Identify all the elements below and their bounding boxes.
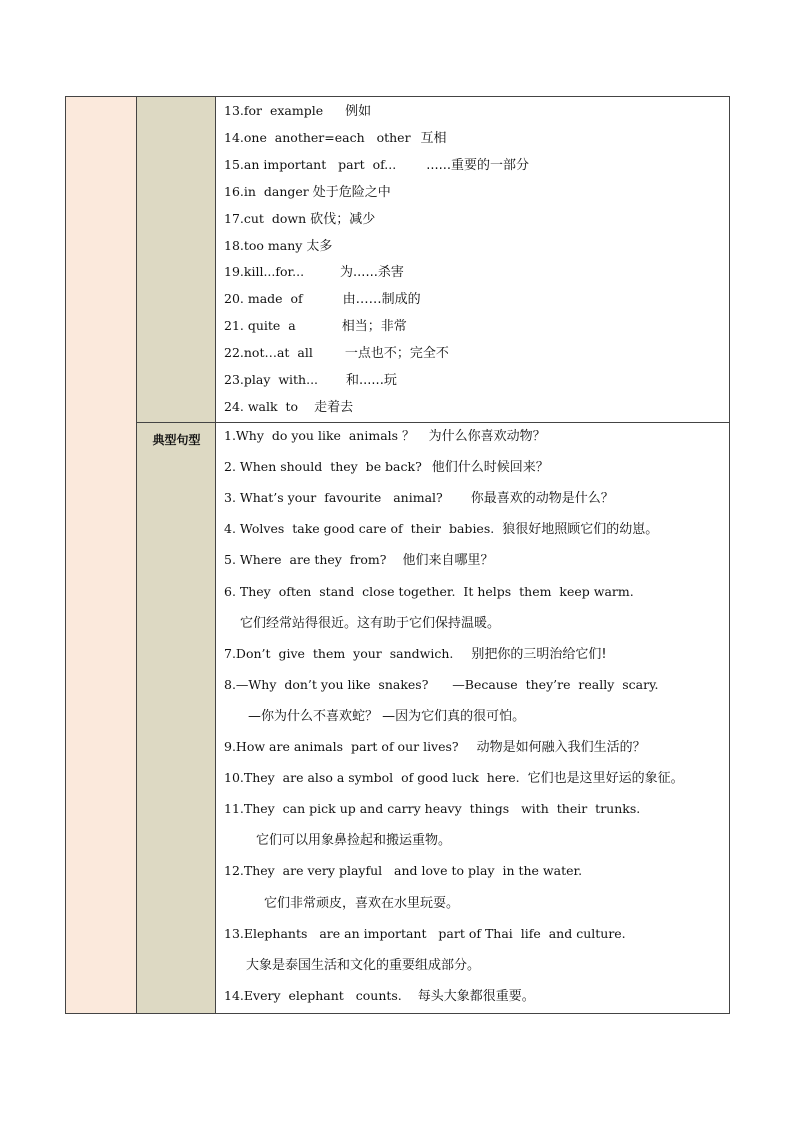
sentence-item-chinese: 它们也是这里好运的象征。 bbox=[527, 771, 684, 787]
sentence-item bbox=[224, 739, 646, 756]
sentence-item-chinese: —你为什么不喜欢蛇？ —因为它们真的很可怕。 bbox=[248, 708, 526, 724]
sentence-item bbox=[224, 459, 549, 476]
category-column bbox=[66, 97, 137, 1013]
sentence-item-chinese: 狼很好地照顾它们的幼崽。 bbox=[502, 522, 659, 538]
phrase-item bbox=[224, 291, 421, 308]
phrase-item-chinese: 互相 bbox=[420, 130, 447, 146]
sentence-item-chinese: 大象是泰国生活和文化的重要组成部分。 bbox=[246, 957, 481, 973]
phrase-item bbox=[224, 184, 391, 201]
sentence-item-english: 9.How are animals part of our lives? bbox=[224, 739, 459, 754]
sentence-item-chinese: 别把你的三明治给它们! bbox=[471, 646, 607, 662]
phrase-item-english: 22.not…at all bbox=[224, 345, 313, 361]
phrase-item-chinese: 处于危险之中 bbox=[312, 184, 391, 200]
phrase-item-english: 21. quite a bbox=[224, 318, 296, 334]
sentence-item bbox=[224, 428, 546, 445]
vocabulary-table bbox=[65, 96, 730, 1014]
phrase-item bbox=[224, 238, 332, 255]
sentence-item-english: 7.Don’t give them your sandwich. bbox=[224, 645, 454, 661]
phrase-item-chinese: 相当；非常 bbox=[341, 319, 407, 335]
phrases-cell bbox=[216, 97, 729, 422]
sentence-item-chinese: 它们非常顽皮，喜欢在水里玩耍。 bbox=[264, 895, 460, 911]
sentence-item bbox=[224, 770, 684, 787]
sentence-item-english: 6. They often stand close together. It helps them keep warm. bbox=[224, 583, 634, 599]
phrase-item bbox=[224, 103, 371, 120]
sentence-item bbox=[224, 584, 634, 601]
phrase-item-english: 17.cut down bbox=[224, 210, 307, 226]
sentence-item bbox=[224, 895, 459, 912]
phrase-item-chinese: 一点也不；完全不 bbox=[344, 346, 449, 362]
phrase-item-chinese: 由……制成的 bbox=[342, 292, 421, 308]
phrase-item-english: 20. made of bbox=[224, 291, 303, 307]
phrase-item bbox=[224, 211, 375, 228]
phrase-item-english: 15.an important part of... bbox=[224, 156, 397, 172]
phrase-item bbox=[224, 399, 353, 416]
phrase-item-english: 14.one another=each other bbox=[224, 129, 411, 145]
phrase-item-chinese: 太多 bbox=[306, 238, 333, 254]
sentence-item-chinese: 每头大象都很重要。 bbox=[417, 988, 535, 1004]
sentence-item bbox=[224, 521, 658, 538]
phrase-item-english: 16.in danger bbox=[224, 183, 309, 199]
sentence-item-chinese: 它们可以用象鼻捡起和搬运重物。 bbox=[256, 833, 452, 849]
phrase-item-chinese: 砍伐；减少 bbox=[310, 211, 376, 227]
phrase-item bbox=[224, 130, 447, 147]
sentence-item-english: 8.—Why don’t you like snakes? —Because they’re really scary. bbox=[224, 676, 659, 692]
sentences-cell bbox=[216, 422, 729, 1015]
sentence-item-chinese: 动物是如何融入我们生活的？ bbox=[476, 740, 646, 755]
sentence-item bbox=[224, 988, 535, 1005]
sentence-item bbox=[224, 957, 480, 974]
sentence-item bbox=[224, 677, 658, 694]
sentence-item bbox=[224, 552, 494, 569]
phrase-item-english: 13.for example bbox=[224, 103, 324, 118]
sentence-item-english: 3. What’s your favourite animal? bbox=[224, 490, 443, 506]
section-label: 典型句型 bbox=[152, 433, 201, 447]
sentence-item bbox=[224, 615, 500, 632]
phrase-item-chinese: 例如 bbox=[345, 104, 372, 119]
phrase-item bbox=[224, 157, 529, 174]
sentence-item bbox=[224, 863, 582, 880]
sentence-item-english: 10.They are also a symbol of good luck here. bbox=[224, 770, 520, 786]
sentence-item-english: 11.They can pick up and carry heavy things with their trunks. bbox=[224, 801, 641, 817]
sentence-item bbox=[224, 646, 607, 663]
sentence-item-english: 2. When should they be back? bbox=[224, 459, 422, 475]
sentence-item-english: 1.Why do you like animals ？ bbox=[224, 428, 415, 443]
sentence-item-english: 12.They are very playful and love to play in the water. bbox=[224, 863, 583, 879]
subcategory-column bbox=[137, 97, 216, 1013]
sentence-item-chinese: 为什么你喜欢动物？ bbox=[428, 429, 546, 444]
phrase-item-chinese: 走着去 bbox=[314, 399, 354, 415]
phrase-item bbox=[224, 345, 449, 362]
sentence-item bbox=[224, 801, 640, 818]
phrase-item-english: 23.play with... bbox=[224, 372, 319, 387]
phrase-item-chinese: 为......杀害 bbox=[340, 265, 404, 281]
sentence-item-english: 4. Wolves take good care of their babies. bbox=[224, 521, 495, 537]
sentence-item bbox=[224, 490, 614, 507]
phrase-item-chinese: 和......玩 bbox=[346, 373, 397, 388]
sentence-item-chinese: 他们什么时候回来？ bbox=[431, 460, 549, 476]
sentence-item bbox=[224, 708, 525, 725]
phrase-item-english: 19.kill...for... bbox=[224, 264, 305, 280]
sentence-item-english: 13.Elephants are an important part of Thai life and culture. bbox=[224, 925, 626, 941]
sentence-item-chinese: 他们来自哪里？ bbox=[402, 553, 494, 569]
sentence-item bbox=[224, 926, 626, 943]
phrase-item bbox=[224, 372, 397, 389]
sentence-item-english: 14.Every elephant counts. bbox=[224, 987, 402, 1003]
phrase-item bbox=[224, 318, 407, 335]
sentence-item-english: 5. Where are they from? bbox=[224, 552, 387, 568]
phrase-item-english: 18.too many bbox=[224, 237, 303, 253]
sentence-item-chinese: 你最喜欢的动物是什么？ bbox=[470, 491, 614, 507]
phrase-item-english: 24. walk to bbox=[224, 398, 299, 414]
phrase-item-chinese: ......重要的一部分 bbox=[426, 157, 530, 173]
phrase-item bbox=[224, 264, 404, 281]
sentence-item-chinese: 它们经常站得很近。这有助于它们保持温暖。 bbox=[240, 615, 501, 631]
sentence-item bbox=[224, 832, 451, 849]
